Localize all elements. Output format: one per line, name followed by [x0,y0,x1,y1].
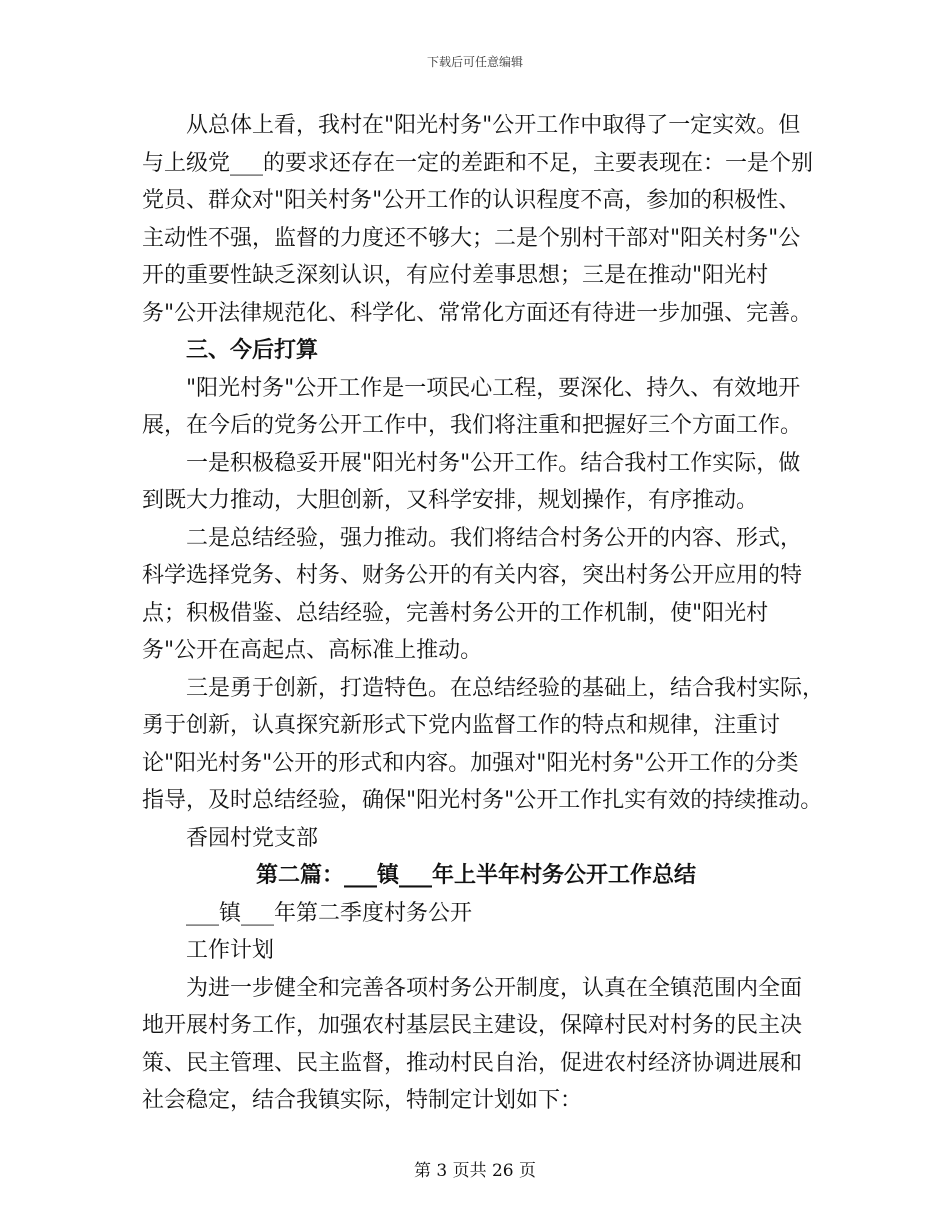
page-header: 下载后可任意编辑 [426,55,523,69]
paragraph-line: 主动性不强，监督的力度还不够大；二是个别村干部对"阳关村务"公 [142,225,801,251]
page-footer: 第 3 页共 26 页 [413,1161,537,1181]
paragraph-line: 点；积极借鉴、总结经验，完善村务公开的工作机制，使"阳光村 [142,600,769,626]
paragraph-line: 指导，及时总结经验，确保"阳光村务"公开工作扎实有效的持续推动。 [142,788,823,813]
paragraph-line: 党员、群众对"阳关村务"公开工作的认识程度不高，参加的积极性、 [142,188,801,213]
paragraph-line: 展，在今后的党务公开工作中，我们将注重和把握好三个方面工作。 [142,413,803,438]
paragraph-line: 三是勇于创新，打造特色。在总结经验的基础上，结合我村实际， [186,675,825,701]
paragraph-line: 科学选择党务、村务、财务公开的有关内容，突出村务公开应用的特 [142,563,803,588]
paragraph-line: 一是积极稳妥开展"阳光村务"公开工作。结合我村工作实际，做 [186,450,801,476]
paragraph-line: 从总体上看，我村在"阳光村务"公开工作中取得了一定实效。但 [186,113,801,138]
paragraph-line: 论"阳光村务"公开的形式和内容。加强对"阳光村务"公开工作的分类 [142,750,799,776]
paragraph-line: 勇于创新，认真探究新形式下党内监督工作的特点和规律，注重讨 [142,713,781,738]
paragraph-line: 社会稳定，结合我镇实际，特制定计划如下： [142,1088,583,1113]
paragraph-line: 到既大力推动，大胆创新，又科学安排，规划操作，有序推动。 [142,488,759,513]
paragraph-line: 为进一步健全和完善各项村务公开制度，认真在全镇范围内全面 [186,975,803,1001]
signature-line: 香园村党支部 [186,825,319,851]
paragraph-line: 地开展村务工作，加强农村基层民主建设，保障村民对村务的民主决 [142,1013,803,1038]
paragraph-line: 策、民主管理、民主监督，推动村民自治，促进农村经济协调进展和 [142,1050,803,1076]
section-heading: 三、今后打算 [186,337,319,363]
paragraph-line: 二是总结经验，强力推动。我们将结合村务公开的内容、形式， [186,525,803,551]
paragraph-line: "阳光村务"公开工作是一项民心工程，要深化、持久、有效地开 [186,375,801,401]
subtitle-line: ___镇___年第二季度村务公开 [186,900,473,926]
paragraph-line: 与上级党___的要求还存在一定的差距和不足，主要表现在：一是个别 [142,150,814,176]
subtitle-line: 工作计划 [186,938,275,963]
paragraph-line: 务"公开在高起点、高标准上推动。 [142,638,483,663]
document-body [142,107,825,1120]
article-title: 第二篇：___镇___年上半年村务公开工作总结 [255,862,696,888]
paragraph-line: 开的重要性缺乏深刻认识，有应付差事思想；三是在推动"阳光村 [142,263,769,288]
paragraph-line: 务"公开法律规范化、科学化、常常化方面还有待进一步加强、完善。 [142,300,813,326]
